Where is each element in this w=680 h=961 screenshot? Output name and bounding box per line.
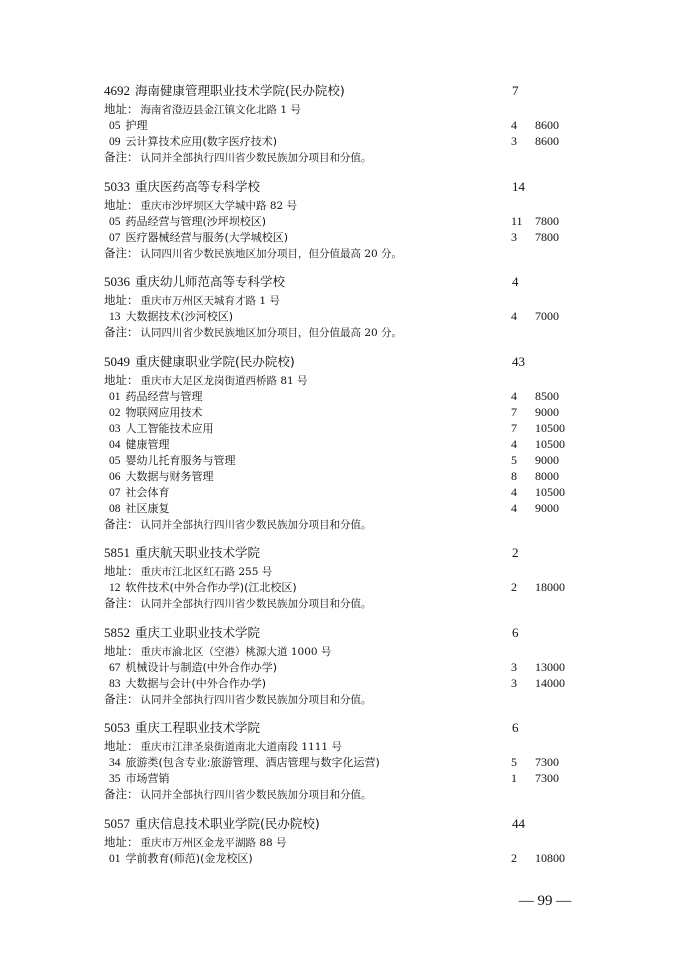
major-row bbox=[104, 659, 574, 675]
major-name: 人工智能技术应用 bbox=[125, 422, 214, 435]
major-tuition: 7800 bbox=[535, 214, 559, 228]
major-row bbox=[104, 117, 574, 133]
major-name: 学前教育(师范)(金龙校区) bbox=[125, 852, 253, 865]
school-block bbox=[104, 178, 574, 261]
major-name: 药品经营与管理 bbox=[125, 390, 203, 403]
major-code: 35 bbox=[109, 773, 121, 785]
major-row bbox=[104, 133, 574, 149]
major-quota: 1 bbox=[511, 771, 517, 785]
school-address: 重庆市大足区龙岗街道西桥路 81 号 bbox=[140, 375, 308, 387]
address-label: 地址： bbox=[104, 739, 139, 753]
major-row bbox=[104, 229, 574, 245]
school-address: 重庆市沙坪坝区大学城中路 82 号 bbox=[140, 200, 298, 212]
major-tuition: 8000 bbox=[535, 469, 559, 483]
school-address-row bbox=[104, 643, 574, 659]
school-note: 认同并全部执行四川省少数民族加分项目和分值。 bbox=[140, 519, 372, 531]
school-note: 认同四川省少数民族地区加分项目，但分值最高 20 分。 bbox=[140, 248, 403, 260]
school-note-row bbox=[104, 149, 574, 165]
major-code: 05 bbox=[109, 216, 121, 228]
major-row bbox=[104, 436, 574, 452]
address-label: 地址： bbox=[104, 373, 139, 387]
major-code: 67 bbox=[109, 662, 121, 674]
major-quota: 2 bbox=[511, 580, 517, 594]
major-name: 旅游类(包含专业:旅游管理、酒店管理与数字化运营) bbox=[125, 756, 380, 769]
major-name: 社会体育 bbox=[125, 486, 170, 499]
school-code: 5033 bbox=[104, 179, 130, 194]
major-code: 05 bbox=[109, 455, 121, 467]
school-address-row bbox=[104, 292, 574, 308]
major-tuition: 18000 bbox=[535, 580, 565, 594]
major-name: 大数据技术(沙河校区) bbox=[125, 310, 234, 323]
major-tuition: 10500 bbox=[535, 485, 565, 499]
major-name: 云计算技术应用(数字医疗技术) bbox=[125, 135, 278, 148]
school-name: 重庆工业职业技术学院 bbox=[135, 625, 261, 640]
major-code: 08 bbox=[109, 503, 121, 515]
note-label: 备注： bbox=[104, 325, 139, 339]
major-row bbox=[104, 675, 574, 691]
major-tuition: 10500 bbox=[535, 437, 565, 451]
major-name: 大数据与财务管理 bbox=[125, 470, 214, 483]
school-name: 重庆幼儿师范高等专科学校 bbox=[135, 274, 286, 289]
major-tuition: 7000 bbox=[535, 309, 559, 323]
school-code: 5057 bbox=[104, 816, 130, 831]
major-quota: 3 bbox=[511, 134, 517, 148]
school-total-quota: 6 bbox=[512, 625, 519, 640]
address-label: 地址： bbox=[104, 644, 139, 658]
major-code: 04 bbox=[109, 439, 121, 451]
major-row bbox=[104, 213, 574, 229]
address-label: 地址： bbox=[104, 198, 139, 212]
school-block bbox=[104, 719, 574, 802]
school-note-row bbox=[104, 691, 574, 707]
school-title-row bbox=[104, 624, 574, 642]
school-block bbox=[104, 82, 574, 165]
school-total-quota: 4 bbox=[512, 274, 519, 289]
major-row bbox=[104, 579, 574, 595]
major-name: 软件技术(中外合作办学)(江北校区) bbox=[125, 581, 297, 594]
major-name: 药品经营与管理(沙坪坝校区) bbox=[125, 215, 267, 228]
major-name: 市场营销 bbox=[125, 772, 170, 785]
note-label: 备注： bbox=[104, 596, 139, 610]
school-note: 认同并全部执行四川省少数民族加分项目和分值。 bbox=[140, 598, 372, 610]
major-code: 01 bbox=[109, 391, 121, 403]
major-code: 09 bbox=[109, 136, 121, 148]
major-quota: 3 bbox=[511, 676, 517, 690]
major-tuition: 9000 bbox=[535, 405, 559, 419]
major-name: 护理 bbox=[125, 119, 148, 132]
major-tuition: 9000 bbox=[535, 501, 559, 515]
school-block bbox=[104, 815, 574, 866]
major-row bbox=[104, 770, 574, 786]
major-quota: 7 bbox=[511, 421, 517, 435]
note-label: 备注： bbox=[104, 517, 139, 531]
address-label: 地址： bbox=[104, 564, 139, 578]
school-title-row bbox=[104, 178, 574, 196]
major-tuition: 8600 bbox=[535, 118, 559, 132]
major-name: 大数据与会计(中外合作办学) bbox=[125, 677, 267, 690]
note-label: 备注： bbox=[104, 692, 139, 706]
school-name: 重庆工程职业技术学院 bbox=[135, 720, 261, 735]
major-quota: 4 bbox=[511, 437, 517, 451]
major-row bbox=[104, 308, 574, 324]
major-name: 医疗器械经营与服务(大学城校区) bbox=[125, 231, 289, 244]
note-label: 备注： bbox=[104, 150, 139, 164]
major-tuition: 7300 bbox=[535, 755, 559, 769]
school-name: 重庆航天职业技术学院 bbox=[135, 545, 261, 560]
school-total-quota: 44 bbox=[512, 816, 525, 831]
major-quota: 4 bbox=[511, 118, 517, 132]
major-name: 机械设计与制造(中外合作办学) bbox=[125, 661, 278, 674]
major-quota: 4 bbox=[511, 389, 517, 403]
major-quota: 7 bbox=[511, 405, 517, 419]
note-label: 备注： bbox=[104, 787, 139, 801]
major-quota: 4 bbox=[511, 501, 517, 515]
major-code: 06 bbox=[109, 471, 121, 483]
school-address: 重庆市渝北区（空港）桃源大道 1000 号 bbox=[140, 646, 332, 658]
school-code: 5036 bbox=[104, 274, 130, 289]
major-name: 物联网应用技术 bbox=[125, 406, 203, 419]
major-code: 34 bbox=[109, 757, 121, 769]
major-tuition: 10500 bbox=[535, 421, 565, 435]
major-tuition: 13000 bbox=[535, 660, 565, 674]
school-total-quota: 7 bbox=[512, 83, 519, 98]
school-name: 海南健康管理职业技术学院(民办院校) bbox=[135, 83, 345, 98]
major-row bbox=[104, 420, 574, 436]
major-quota: 4 bbox=[511, 485, 517, 499]
address-label: 地址： bbox=[104, 293, 139, 307]
major-code: 02 bbox=[109, 407, 121, 419]
major-name: 健康管理 bbox=[125, 438, 170, 451]
school-block bbox=[104, 273, 574, 340]
note-label: 备注： bbox=[104, 246, 139, 260]
major-tuition: 9000 bbox=[535, 453, 559, 467]
major-quota: 4 bbox=[511, 309, 517, 323]
school-address-row bbox=[104, 101, 574, 117]
major-row bbox=[104, 452, 574, 468]
major-row bbox=[104, 754, 574, 770]
school-note-row bbox=[104, 595, 574, 611]
school-name: 重庆医药高等专科学校 bbox=[135, 179, 261, 194]
major-code: 03 bbox=[109, 423, 121, 435]
major-quota: 5 bbox=[511, 453, 517, 467]
school-code: 5851 bbox=[104, 545, 130, 560]
major-name: 婴幼儿托育服务与管理 bbox=[125, 454, 236, 467]
major-code: 01 bbox=[109, 853, 121, 865]
major-row bbox=[104, 484, 574, 500]
school-name: 重庆健康职业学院(民办院校) bbox=[135, 354, 295, 369]
page-number: — 99 — bbox=[518, 893, 572, 909]
school-code: 5053 bbox=[104, 720, 130, 735]
school-address: 重庆市江津圣泉街道南北大道南段 1111 号 bbox=[140, 741, 342, 753]
address-label: 地址： bbox=[104, 835, 139, 849]
address-label: 地址： bbox=[104, 102, 139, 116]
school-title-row bbox=[104, 353, 574, 371]
school-title-row bbox=[104, 719, 574, 737]
school-title-row bbox=[104, 815, 574, 833]
school-title-row bbox=[104, 544, 574, 562]
major-code: 05 bbox=[109, 120, 121, 132]
major-code: 83 bbox=[109, 678, 121, 690]
school-note-row bbox=[104, 786, 574, 802]
major-tuition: 10800 bbox=[535, 851, 565, 865]
major-quota: 5 bbox=[511, 755, 517, 769]
school-code: 4692 bbox=[104, 83, 130, 98]
school-address-row bbox=[104, 197, 574, 213]
major-row bbox=[104, 850, 574, 866]
school-address: 海南省澄迈县金江镇文化北路 1 号 bbox=[140, 104, 301, 116]
major-row bbox=[104, 404, 574, 420]
school-note: 认同并全部执行四川省少数民族加分项目和分值。 bbox=[140, 694, 372, 706]
school-note-row bbox=[104, 245, 574, 261]
school-block bbox=[104, 624, 574, 707]
school-address-row bbox=[104, 563, 574, 579]
school-title-row bbox=[104, 273, 574, 291]
major-quota: 11 bbox=[511, 214, 523, 228]
major-code: 13 bbox=[109, 311, 121, 323]
school-block bbox=[104, 353, 574, 532]
major-quota: 3 bbox=[511, 660, 517, 674]
major-tuition: 8500 bbox=[535, 389, 559, 403]
school-name: 重庆信息技术职业学院(民办院校) bbox=[135, 816, 320, 831]
school-note-row bbox=[104, 324, 574, 340]
major-quota: 8 bbox=[511, 469, 517, 483]
major-row bbox=[104, 468, 574, 484]
school-total-quota: 2 bbox=[512, 545, 519, 560]
major-code: 07 bbox=[109, 232, 121, 244]
school-address-row bbox=[104, 372, 574, 388]
school-note: 认同四川省少数民族地区加分项目，但分值最高 20 分。 bbox=[140, 327, 403, 339]
major-tuition: 8600 bbox=[535, 134, 559, 148]
major-row bbox=[104, 500, 574, 516]
major-tuition: 7800 bbox=[535, 230, 559, 244]
school-code: 5852 bbox=[104, 625, 130, 640]
school-note-row bbox=[104, 516, 574, 532]
major-tuition: 7300 bbox=[535, 771, 559, 785]
major-name: 社区康复 bbox=[125, 502, 170, 515]
school-total-quota: 14 bbox=[512, 179, 525, 194]
major-quota: 3 bbox=[511, 230, 517, 244]
major-row bbox=[104, 388, 574, 404]
school-block bbox=[104, 544, 574, 611]
school-address: 重庆市江北区红石路 255 号 bbox=[140, 566, 273, 578]
school-address-row bbox=[104, 834, 574, 850]
major-code: 07 bbox=[109, 487, 121, 499]
school-note: 认同并全部执行四川省少数民族加分项目和分值。 bbox=[140, 789, 372, 801]
major-quota: 2 bbox=[511, 851, 517, 865]
school-address-row bbox=[104, 738, 574, 754]
school-note: 认同并全部执行四川省少数民族加分项目和分值。 bbox=[140, 152, 372, 164]
school-total-quota: 6 bbox=[512, 720, 519, 735]
major-code: 12 bbox=[109, 582, 121, 594]
school-address: 重庆市万州区金龙平湖路 88 号 bbox=[140, 837, 287, 849]
school-address: 重庆市万州区天城育才路 1 号 bbox=[140, 295, 280, 307]
major-tuition: 14000 bbox=[535, 676, 565, 690]
school-title-row bbox=[104, 82, 574, 100]
school-code: 5049 bbox=[104, 354, 130, 369]
school-total-quota: 43 bbox=[512, 354, 525, 369]
